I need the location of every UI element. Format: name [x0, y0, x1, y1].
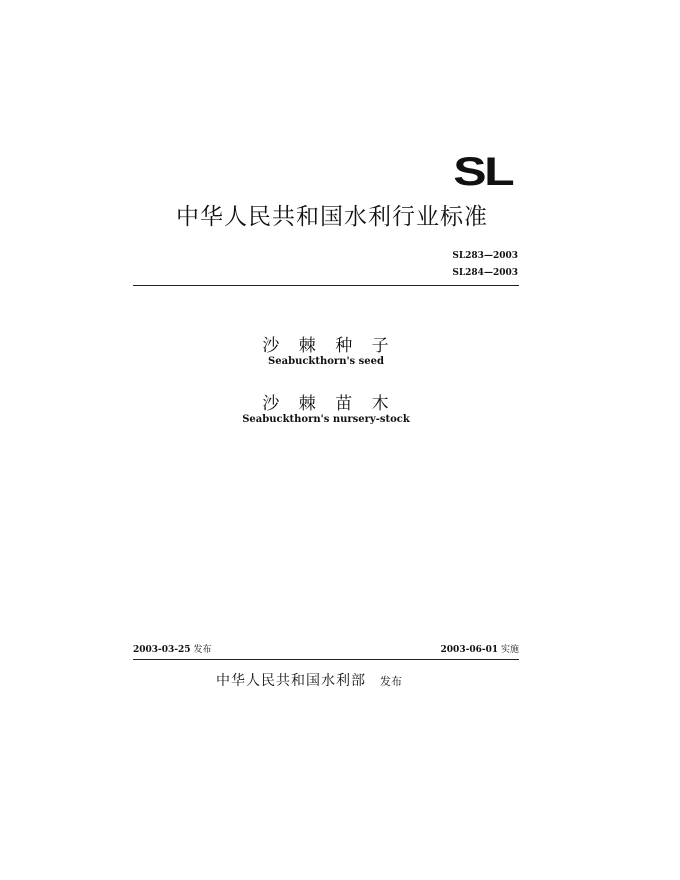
bottom-divider [133, 659, 519, 660]
effective-label: 实施 [500, 645, 519, 655]
issue-date: 2003-03-25 [133, 645, 191, 655]
sl-logo: SL [453, 150, 512, 194]
top-divider [133, 285, 519, 286]
issuer-name: 中华人民共和国水利部 [216, 673, 366, 689]
issue-date-line [133, 644, 211, 656]
title-cn-seed: 沙 棘 种 子 [262, 336, 390, 356]
issuer-line [216, 672, 402, 690]
standard-numbers [452, 248, 518, 282]
title-en-seed: Seabuckthorn's seed [268, 356, 384, 367]
document-series-title: 中华人民共和国水利行业标准 [176, 204, 488, 230]
title-cn-nursery-stock: 沙 棘 苗 木 [262, 394, 390, 414]
standard-number-1: SL283—2003 [452, 251, 518, 261]
issue-label: 发布 [193, 645, 212, 655]
issuer-action: 发布 [380, 675, 402, 688]
effective-date: 2003-06-01 [440, 645, 499, 655]
standard-number-2: SL284—2003 [452, 268, 518, 278]
effective-date-line [441, 644, 519, 656]
title-en-nursery-stock: Seabuckthorn's nursery-stock [242, 414, 410, 425]
